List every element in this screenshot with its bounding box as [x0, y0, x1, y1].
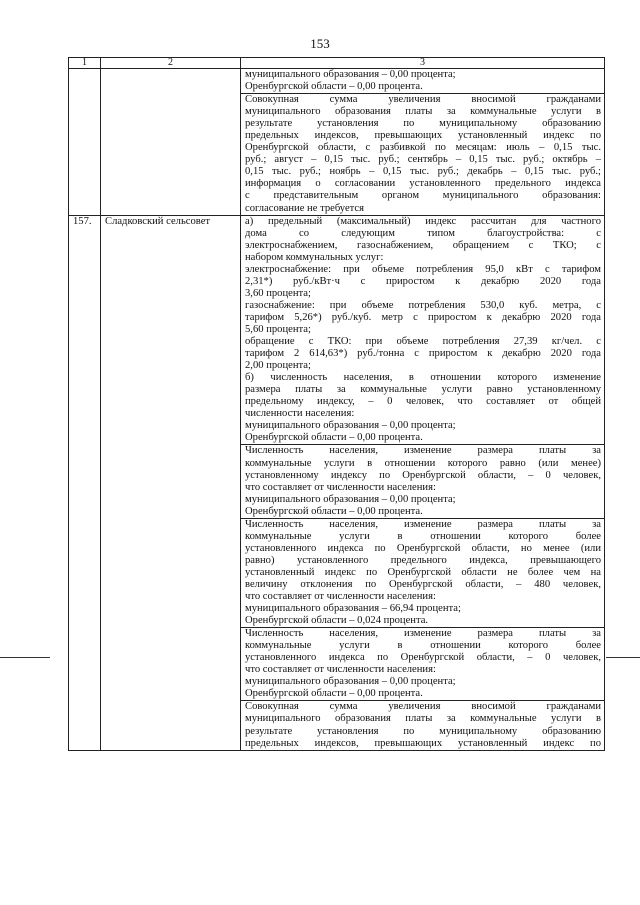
- document-table: [68, 57, 605, 751]
- text-block: [241, 700, 604, 749]
- text-line: предельных индексов, превышающих установленный индекс по: [245, 737, 601, 749]
- text-line: размера платы за коммунальные услуги равно установленному: [245, 384, 601, 396]
- table-row: [69, 215, 605, 750]
- text-line: обращение с ТКО: при объеме потребления 27,39 кг/чел. с: [245, 336, 601, 348]
- text-line: 2,31*) руб./кВт·ч с приростом к декабрю 2020 года: [245, 275, 601, 287]
- text-line: что составляет от численности населения:: [245, 591, 436, 603]
- text-line: 2,00 процента;: [245, 360, 311, 372]
- text-line: коммунальные услуги в отношении которого более: [245, 640, 601, 652]
- text-line: предельных индексов, превышающих установленный индекс по: [245, 130, 601, 142]
- text-line: тарифом 2 614,63*) руб./тонна с приростом к декабрю 2020 года: [245, 348, 601, 360]
- text-block: [245, 216, 601, 445]
- text-line: информация о согласовании установленного предельного индекса: [245, 178, 601, 190]
- text-line: муниципального образования – 0,00 процента;: [245, 420, 456, 432]
- text-line: тарифом 5,26*) руб./куб. метр с приростом к декабрю 2020 года: [245, 311, 601, 323]
- text-line: величину отклонения по Оренбургской области, – 480 человек,: [245, 578, 601, 590]
- text-line: муниципального образования платы за коммунальные услуги в: [245, 106, 601, 118]
- text-block: [241, 93, 604, 214]
- table-header-row: [69, 58, 605, 69]
- row-content: [241, 69, 605, 216]
- text-line: 3,60 процента;: [245, 287, 311, 299]
- text-line: результате установления по муниципальному образованию: [245, 725, 601, 737]
- table-row: [69, 69, 605, 216]
- row-number: 157.: [69, 215, 101, 750]
- text-line: а) предельный (максимальный) индекс рассчитан для частного: [245, 215, 601, 227]
- text-line: дома со следующим типом благоустройства: с: [245, 227, 601, 239]
- text-block: [241, 518, 604, 627]
- text-line: электроснабжением, газоснабжением, обращением с ТКО; с: [245, 239, 601, 251]
- row-name: Сладковский сельсовет: [101, 215, 241, 750]
- text-line: муниципального образования – 66,94 процента;: [245, 603, 461, 615]
- row-name: [101, 69, 241, 216]
- text-line: муниципального образования – 0,00 процента;: [245, 493, 456, 505]
- text-line: муниципального образования – 0,00 процента;: [245, 69, 456, 80]
- header-col-1: 1: [69, 58, 101, 69]
- text-line: б) численность населения, в отношении которого изменение: [245, 372, 601, 384]
- margin-rule-left: [0, 657, 50, 658]
- row-number: [69, 69, 101, 216]
- text-line: 5,60 процента;: [245, 323, 311, 335]
- text-line: согласование не требуется: [245, 202, 365, 214]
- text-line: газоснабжение: при объеме потребления 530,0 куб. метра, с: [245, 299, 601, 311]
- header-col-3: 3: [241, 58, 605, 69]
- text-line: установленный индекс по Оренбургской области не более чем на: [245, 566, 601, 578]
- text-line: Численность населения, изменение размера платы за: [245, 628, 601, 640]
- text-line: установленному индексу по Оренбургской области, – 0 человек,: [245, 469, 601, 481]
- text-line: Оренбургской области – 0,00 процента.: [245, 81, 423, 93]
- row-content: [241, 215, 605, 750]
- text-line: Оренбургской области – 0,024 процента.: [245, 615, 429, 627]
- page-number: 153: [310, 36, 330, 51]
- text-line: Оренбургской области – 0,00 процента.: [245, 505, 423, 517]
- text-line: Численность населения, изменение размера платы за: [245, 445, 601, 457]
- text-line: электроснабжение: при объеме потребления 95,0 кВт с тарифом: [245, 263, 601, 275]
- text-line: Оренбургской области, с разбивкой по месяцам: июль – 0,15 тыс.: [245, 142, 601, 154]
- text-line: муниципального образования – 0,00 процента;: [245, 676, 456, 688]
- text-line: 0,15 тыс. руб.; ноябрь – 0,15 тыс. руб.; декабрь – 0,15 тыс. руб.;: [245, 166, 601, 178]
- text-line: муниципального образования платы за коммунальные услуги в: [245, 713, 601, 725]
- text-block: [241, 627, 604, 700]
- text-block: [245, 69, 601, 93]
- text-line: численности населения:: [245, 408, 355, 420]
- text-line: Оренбургской области – 0,00 процента.: [245, 432, 423, 444]
- text-line: установленного индекса по Оренбургской области, но менее (или: [245, 542, 601, 554]
- text-line: что составляет от численности населения:: [245, 664, 436, 676]
- text-line: руб.; август – 0,15 тыс. руб.; сентябрь – 0,15 тыс. руб.; октябрь –: [245, 154, 601, 166]
- margin-rule-right: [606, 657, 640, 658]
- text-line: Совокупная сумма увеличения вносимой гражданами: [245, 94, 601, 106]
- text-line: набором коммунальных услуг:: [245, 251, 384, 263]
- text-line: равно) установленного предельного индекса, превышающего: [245, 554, 601, 566]
- text-line: установленного индекса по Оренбургской области, – 0 человек,: [245, 652, 601, 664]
- text-line: Совокупная сумма увеличения вносимой гражданами: [245, 701, 601, 713]
- header-col-2: 2: [101, 58, 241, 69]
- text-line: коммунальные услуги в отношении которого более: [245, 530, 601, 542]
- text-line: результате установления по муниципальному образованию: [245, 118, 601, 130]
- text-line: с представительным органом муниципального образования:: [245, 190, 601, 202]
- text-line: предельному индексу, – 0 человек, что составляет от общей: [245, 396, 601, 408]
- text-line: что составляет от численности населения:: [245, 481, 436, 493]
- text-block: [241, 444, 604, 517]
- text-line: Оренбургской области – 0,00 процента.: [245, 688, 423, 700]
- text-line: коммунальные услуги в отношении которого равно (или менее): [245, 457, 601, 469]
- text-line: Численность населения, изменение размера платы за: [245, 518, 601, 530]
